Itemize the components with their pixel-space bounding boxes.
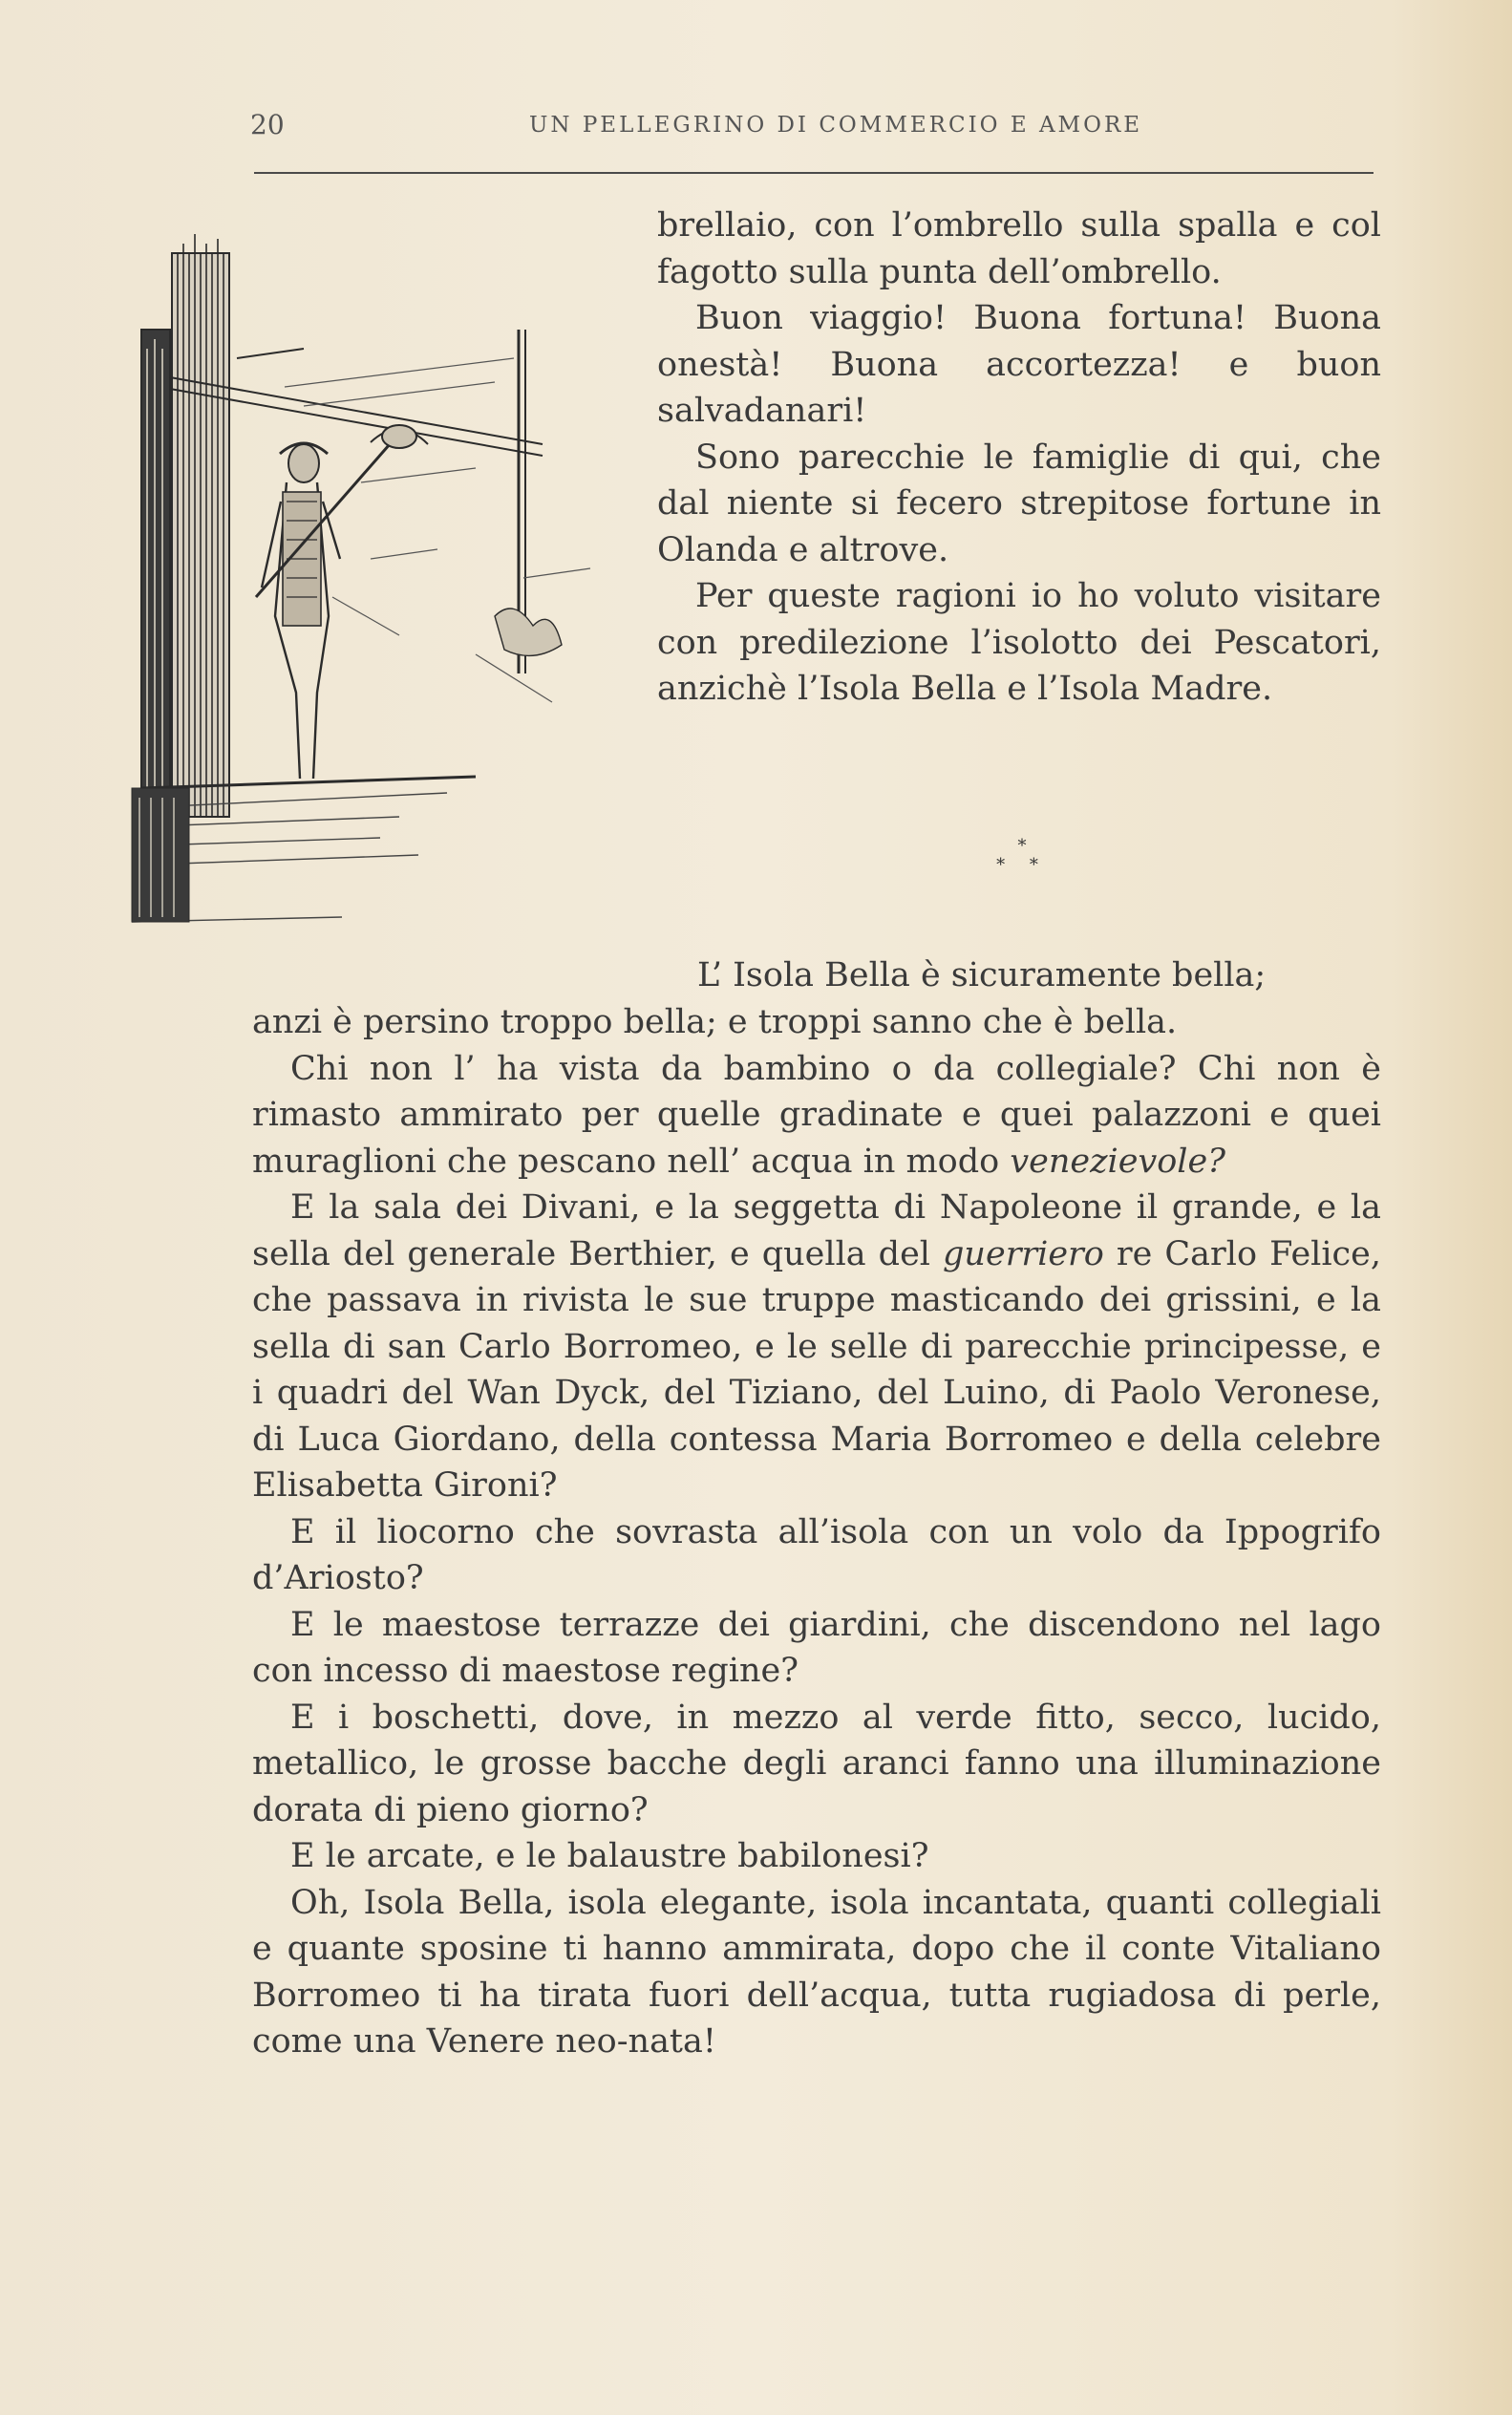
running-head: UN PELLEGRINO DI COMMERCIO E AMORE bbox=[529, 113, 1143, 138]
paragraph: Buon viaggio! Buona fortuna! Buona onestà! Buona accortezza! e buon salvadanari! bbox=[657, 299, 1381, 430]
italic-word: guerriero bbox=[943, 1234, 1104, 1273]
paragraph: anzi è persino troppo bella; e troppi sanno che è bella. bbox=[252, 1003, 1178, 1041]
section-first-line: L’ Isola Bella è sicuramente bella; bbox=[697, 956, 1267, 994]
paragraph-text: re Carlo Felice, che passava in rivista le sue truppe masticando dei grissini, e la sella di san Carlo Borromeo, e le selle di parecchie principesse, e i quadri del Wan Dyck, del Tiziano, del Luino, di Paolo Veronese, di Luca Giordano, della contessa Maria Borromeo e della celebre Elisabetta Gironi? bbox=[252, 1234, 1381, 1505]
paragraph bbox=[252, 1046, 1381, 1186]
paragraph: Per queste ragioni io ho voluto visitare con predilezione l’isolotto dei Pescatori, anzichè l’Isola Bella e l’Isola Madre. bbox=[657, 577, 1381, 708]
separator-top: * bbox=[1017, 836, 1027, 856]
paragraph: E i boschetti, dove, in mezzo al verde fitto, secco, lucido, metallico, le grosse bacche degli aranci fanno una illuminazione dorata di pieno giorno? bbox=[252, 1698, 1381, 1829]
engraving-man-with-umbrella-icon bbox=[113, 215, 628, 951]
paragraph: brellaio, con l’ombrello sulla spalla e col fagotto sulla punta dell’ombrello. bbox=[657, 206, 1381, 291]
paragraph: E le arcate, e le balaustre babilonesi? bbox=[290, 1837, 929, 1875]
italic-word: venezievole? bbox=[1010, 1142, 1225, 1181]
section-separator bbox=[993, 837, 1051, 885]
paragraph: E le maestose terrazze dei giardini, che discendono nel lago con incesso di maestose regine? bbox=[252, 1605, 1381, 1690]
body-text bbox=[252, 999, 1381, 2065]
paragraph: Sono parecchie le famiglie di qui, che dal niente si fecero strepitose fortune in Olanda e altrove. bbox=[657, 438, 1381, 569]
paragraph-text: Chi non l’ ha vista da bambino o da collegiale? Chi non è rimasto ammirato per quelle gradinate e quei palazzoni e quei muraglioni che pescano nell’ acqua in modo bbox=[252, 1049, 1381, 1181]
header-rule bbox=[254, 172, 1374, 174]
paragraph-text: E la sala dei Divani, e la seggetta di Napoleone il grande, e la sella del generale Berthier, e quella del bbox=[252, 1188, 1381, 1273]
right-column-text bbox=[657, 203, 1381, 713]
paragraph: Oh, Isola Bella, isola elegante, isola incantata, quanti collegiali e quante sposine ti hanno ammirata, dopo che il conte Vitaliano Borromeo ti ha tirata fuori dell’acqua, tutta rugiadosa di perle, come una Venere neo-nata! bbox=[252, 1883, 1381, 2061]
paragraph: E il liocorno che sovrasta all’isola con un volo da Ippogrifo d’Ariosto? bbox=[252, 1512, 1381, 1597]
paragraph bbox=[252, 1185, 1381, 1509]
separator-bottom: * * bbox=[996, 855, 1048, 875]
page-number: 20 bbox=[250, 109, 285, 140]
page-header bbox=[250, 103, 1377, 149]
